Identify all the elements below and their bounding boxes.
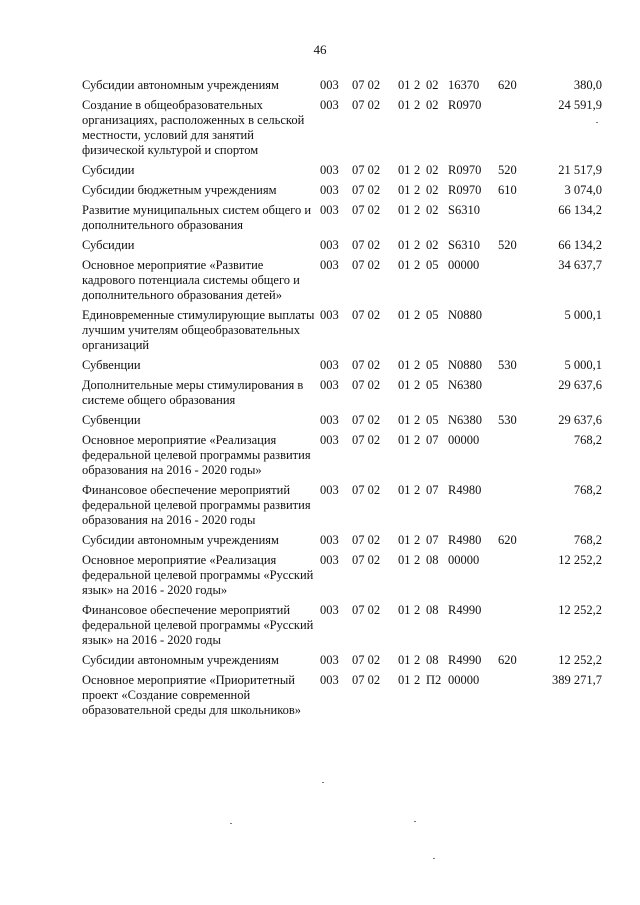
row-activity-code: 02 — [426, 238, 439, 252]
row-name: Субсидии бюджетным учреждениям — [82, 183, 277, 197]
row-activity-code: 02 — [426, 183, 439, 197]
row-expense-type: 530 — [498, 413, 517, 427]
row-subprogram-code: 2 — [414, 183, 421, 197]
row-activity-code: 05 — [426, 308, 439, 322]
table-row — [82, 78, 602, 93]
row-direction-code: N6380 — [448, 378, 483, 392]
row-amount: 24 591,9 — [558, 98, 602, 112]
row-program-code: 01 — [398, 533, 411, 547]
row-name: Субсидии — [82, 163, 135, 177]
row-subprogram-code: 2 — [414, 673, 421, 687]
table-row — [82, 673, 602, 718]
row-section-code: 07 02 — [352, 183, 381, 197]
row-ved-code: 003 — [320, 308, 339, 322]
row-ved-code: 003 — [320, 183, 339, 197]
row-direction-code: N0880 — [448, 358, 483, 372]
row-name: Субсидии автономным учреждениям — [82, 653, 279, 667]
row-name: Основное мероприятие «Приоритетный проект «Создание современной образовательной среды для школьников» — [82, 673, 302, 717]
row-ved-code: 003 — [320, 433, 339, 447]
row-program-code: 01 — [398, 603, 411, 617]
row-section-code: 07 02 — [352, 163, 381, 177]
row-subprogram-code: 2 — [414, 533, 421, 547]
row-activity-code: П2 — [426, 673, 442, 687]
row-direction-code: 16370 — [448, 78, 480, 92]
table-row — [82, 483, 602, 528]
row-name: Основное мероприятие «Реализация федеральной целевой программы развития образования на 2016 - 2020 годы» — [82, 433, 311, 477]
row-amount: 21 517,9 — [558, 163, 602, 177]
row-section-code: 07 02 — [352, 203, 381, 217]
row-program-code: 01 — [398, 183, 411, 197]
row-section-code: 07 02 — [352, 98, 381, 112]
table-row — [82, 163, 602, 178]
row-expense-type: 530 — [498, 358, 517, 372]
row-ved-code: 003 — [320, 378, 339, 392]
row-ved-code: 003 — [320, 483, 339, 497]
table-row — [82, 603, 602, 648]
row-name: Основное мероприятие «Развитие кадрового потенциала системы общего и дополнительного образования детей» — [82, 258, 300, 302]
row-name: Субвенции — [82, 413, 141, 427]
row-expense-type: 520 — [498, 238, 517, 252]
row-program-code: 01 — [398, 78, 411, 92]
row-section-code: 07 02 — [352, 378, 381, 392]
scan-speck — [596, 122, 598, 123]
row-subprogram-code: 2 — [414, 258, 421, 272]
row-name: Субсидии автономным учреждениям — [82, 533, 279, 547]
row-direction-code: R4980 — [448, 533, 482, 547]
row-program-code: 01 — [398, 433, 411, 447]
row-section-code: 07 02 — [352, 603, 381, 617]
row-ved-code: 003 — [320, 533, 339, 547]
table-row — [82, 653, 602, 668]
row-direction-code: R4990 — [448, 653, 482, 667]
row-activity-code: 07 — [426, 533, 439, 547]
table-row — [82, 533, 602, 548]
row-amount: 66 134,2 — [558, 238, 602, 252]
row-direction-code: 00000 — [448, 433, 480, 447]
table-row — [82, 258, 602, 303]
table-row — [82, 378, 602, 408]
row-activity-code: 02 — [426, 163, 439, 177]
row-name: Основное мероприятие «Реализация федеральной целевой программы «Русский язык» на 2016 - 2020 годы» — [82, 553, 314, 597]
row-program-code: 01 — [398, 258, 411, 272]
row-subprogram-code: 2 — [414, 603, 421, 617]
row-program-code: 01 — [398, 483, 411, 497]
row-ved-code: 003 — [320, 653, 339, 667]
row-section-code: 07 02 — [352, 433, 381, 447]
row-program-code: 01 — [398, 238, 411, 252]
row-ved-code: 003 — [320, 78, 339, 92]
row-amount: 12 252,2 — [558, 603, 602, 617]
table-row — [82, 308, 602, 353]
row-activity-code: 05 — [426, 258, 439, 272]
row-ved-code: 003 — [320, 203, 339, 217]
row-program-code: 01 — [398, 653, 411, 667]
table-row — [82, 413, 602, 428]
row-ved-code: 003 — [320, 258, 339, 272]
row-ved-code: 003 — [320, 603, 339, 617]
row-program-code: 01 — [398, 553, 411, 567]
row-section-code: 07 02 — [352, 483, 381, 497]
row-section-code: 07 02 — [352, 78, 381, 92]
row-direction-code: R0970 — [448, 163, 482, 177]
row-amount: 768,2 — [573, 533, 602, 547]
row-activity-code: 07 — [426, 433, 439, 447]
row-program-code: 01 — [398, 308, 411, 322]
row-section-code: 07 02 — [352, 238, 381, 252]
row-subprogram-code: 2 — [414, 483, 421, 497]
row-activity-code: 08 — [426, 603, 439, 617]
row-section-code: 07 02 — [352, 358, 381, 372]
row-program-code: 01 — [398, 358, 411, 372]
table-row — [82, 98, 602, 158]
row-activity-code: 07 — [426, 483, 439, 497]
scan-speck — [414, 821, 416, 822]
row-subprogram-code: 2 — [414, 238, 421, 252]
row-direction-code: 00000 — [448, 258, 480, 272]
row-direction-code: R4990 — [448, 603, 482, 617]
row-section-code: 07 02 — [352, 673, 381, 687]
table-row — [82, 553, 602, 598]
row-activity-code: 02 — [426, 78, 439, 92]
row-subprogram-code: 2 — [414, 553, 421, 567]
row-direction-code: N0880 — [448, 308, 483, 322]
row-program-code: 01 — [398, 378, 411, 392]
row-ved-code: 003 — [320, 358, 339, 372]
row-expense-type: 620 — [498, 533, 517, 547]
row-amount: 768,2 — [573, 483, 602, 497]
row-amount: 3 074,0 — [564, 183, 602, 197]
row-amount: 389 271,7 — [552, 673, 602, 687]
row-program-code: 01 — [398, 98, 411, 112]
row-name: Финансовое обеспечение мероприятий федеральной целевой программы «Русский язык» на 2016 - 2020 годы — [82, 603, 314, 647]
row-ved-code: 003 — [320, 673, 339, 687]
table-row — [82, 238, 602, 253]
scan-speck — [230, 823, 232, 824]
row-section-code: 07 02 — [352, 308, 381, 322]
row-section-code: 07 02 — [352, 258, 381, 272]
row-amount: 29 637,6 — [558, 378, 602, 392]
scan-speck — [322, 782, 324, 783]
row-amount: 34 637,7 — [558, 258, 602, 272]
table-row — [82, 183, 602, 198]
page-number: 46 — [313, 42, 327, 57]
row-amount: 66 134,2 — [558, 203, 602, 217]
row-subprogram-code: 2 — [414, 78, 421, 92]
row-subprogram-code: 2 — [414, 433, 421, 447]
row-section-code: 07 02 — [352, 653, 381, 667]
row-subprogram-code: 2 — [414, 163, 421, 177]
row-expense-type: 620 — [498, 78, 517, 92]
row-subprogram-code: 2 — [414, 653, 421, 667]
row-ved-code: 003 — [320, 98, 339, 112]
row-direction-code: R0970 — [448, 98, 482, 112]
row-subprogram-code: 2 — [414, 378, 421, 392]
row-ved-code: 003 — [320, 163, 339, 177]
row-section-code: 07 02 — [352, 533, 381, 547]
row-program-code: 01 — [398, 413, 411, 427]
row-name: Субсидии автономным учреждениям — [82, 78, 279, 92]
row-subprogram-code: 2 — [414, 413, 421, 427]
row-name: Развитие муниципальных систем общего и дополнительного образования — [82, 203, 312, 232]
row-expense-type: 610 — [498, 183, 517, 197]
row-direction-code: 00000 — [448, 553, 480, 567]
row-activity-code: 02 — [426, 98, 439, 112]
row-section-code: 07 02 — [352, 553, 381, 567]
row-activity-code: 05 — [426, 378, 439, 392]
row-activity-code: 08 — [426, 553, 439, 567]
row-activity-code: 05 — [426, 413, 439, 427]
row-ved-code: 003 — [320, 553, 339, 567]
row-amount: 5 000,1 — [564, 358, 602, 372]
row-subprogram-code: 2 — [414, 358, 421, 372]
row-amount: 380,0 — [573, 78, 602, 92]
row-name: Создание в общеобразовательных организациях, расположенных в сельской местности, условий для занятий физической культурой и спортом — [82, 98, 305, 157]
row-section-code: 07 02 — [352, 413, 381, 427]
table-row — [82, 358, 602, 373]
row-name: Субвенции — [82, 358, 141, 372]
row-activity-code: 02 — [426, 203, 439, 217]
row-program-code: 01 — [398, 163, 411, 177]
row-subprogram-code: 2 — [414, 203, 421, 217]
row-expense-type: 520 — [498, 163, 517, 177]
row-direction-code: S6310 — [448, 238, 480, 252]
row-name: Единовременные стимулирующие выплаты лучшим учителям общеобразовательных организаций — [82, 308, 315, 352]
row-subprogram-code: 2 — [414, 98, 421, 112]
row-subprogram-code: 2 — [414, 308, 421, 322]
row-activity-code: 05 — [426, 358, 439, 372]
row-direction-code: 00000 — [448, 673, 480, 687]
row-program-code: 01 — [398, 203, 411, 217]
table-row — [82, 433, 602, 478]
row-amount: 5 000,1 — [564, 308, 602, 322]
scan-speck — [433, 858, 435, 859]
row-amount: 12 252,2 — [558, 553, 602, 567]
row-name: Субсидии — [82, 238, 135, 252]
row-ved-code: 003 — [320, 413, 339, 427]
row-expense-type: 620 — [498, 653, 517, 667]
row-direction-code: R4980 — [448, 483, 482, 497]
budget-table — [82, 78, 602, 723]
row-amount: 768,2 — [573, 433, 602, 447]
row-amount: 29 637,6 — [558, 413, 602, 427]
row-name: Дополнительные меры стимулирования в системе общего образования — [82, 378, 304, 407]
row-amount: 12 252,2 — [558, 653, 602, 667]
row-activity-code: 08 — [426, 653, 439, 667]
row-direction-code: S6310 — [448, 203, 480, 217]
row-ved-code: 003 — [320, 238, 339, 252]
row-direction-code: R0970 — [448, 183, 482, 197]
row-name: Финансовое обеспечение мероприятий федеральной целевой программы развития образования на 2016 - 2020 годы — [82, 483, 311, 527]
table-row — [82, 203, 602, 233]
row-direction-code: N6380 — [448, 413, 483, 427]
row-program-code: 01 — [398, 673, 411, 687]
